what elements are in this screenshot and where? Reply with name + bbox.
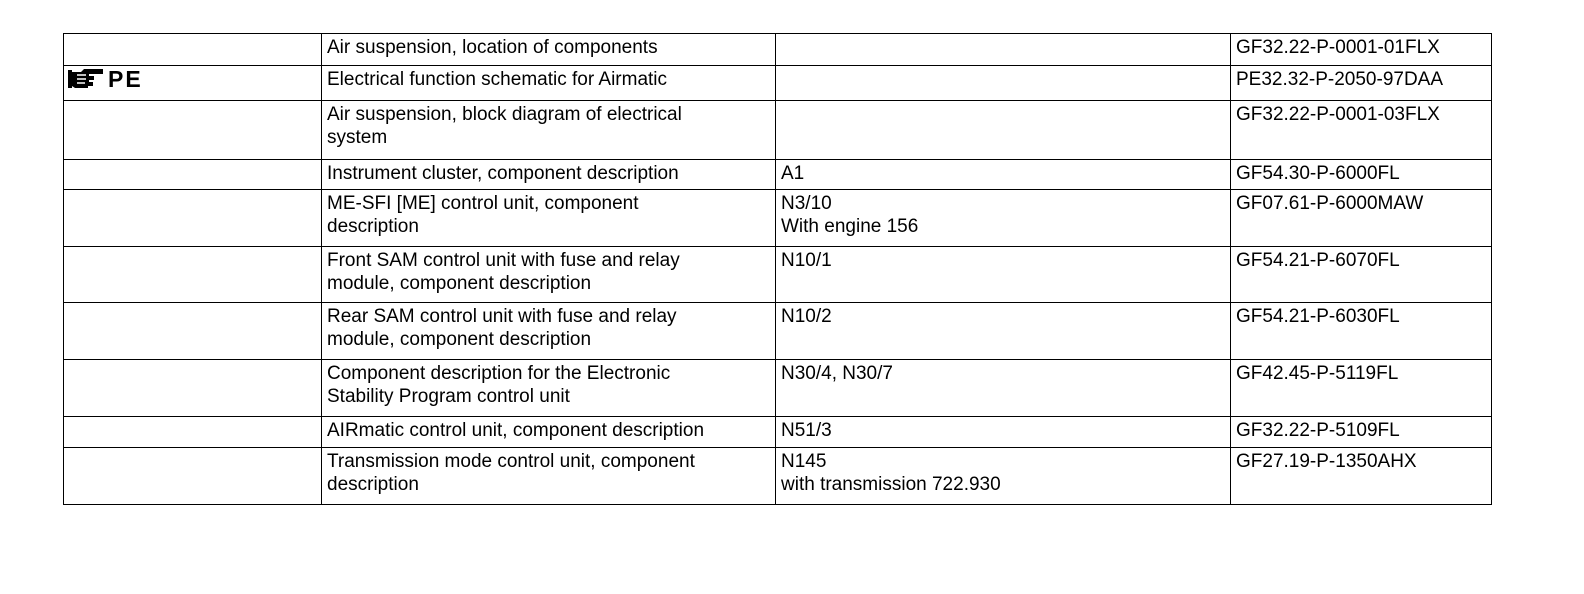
document-cell	[1231, 66, 1492, 101]
description-text: Rear SAM control unit with fuse and relay	[327, 306, 677, 327]
description-text: Instrument cluster, component description	[327, 163, 679, 184]
document-reference-link[interactable]: PE32.32-P-2050-97DAA	[1236, 69, 1444, 90]
description-text: module, component description	[327, 329, 592, 350]
description-text: AIRmatic control unit, component description	[327, 420, 705, 441]
designation-text: With engine 156	[781, 216, 919, 237]
table-row	[64, 160, 1492, 190]
description-text: Electrical function schematic for Airmatic	[327, 69, 668, 90]
designation-cell	[776, 360, 1231, 417]
description-cell	[322, 360, 776, 417]
document-reference-link[interactable]: GF42.45-P-5119FL	[1236, 363, 1399, 384]
description-text: ME-SFI [ME] control unit, component	[327, 193, 639, 214]
designation-cell	[776, 417, 1231, 448]
marker-cell	[64, 448, 322, 505]
designation-cell	[776, 160, 1231, 190]
document-cell	[1231, 303, 1492, 360]
reference-table-body	[64, 34, 1492, 505]
reference-table	[63, 33, 1492, 505]
description-cell	[322, 34, 776, 66]
table-row	[64, 101, 1492, 160]
designation-cell	[776, 303, 1231, 360]
marker-cell	[64, 34, 322, 66]
description-text: Component description for the Electronic	[327, 363, 671, 384]
description-text: Air suspension, location of components	[327, 37, 658, 58]
designation-text: N10/2	[781, 306, 832, 327]
designation-text: with transmission 722.930	[781, 474, 1001, 495]
marker-cell	[64, 66, 322, 101]
document-cell	[1231, 360, 1492, 417]
document-reference-link[interactable]: GF54.30-P-6000FL	[1236, 163, 1400, 184]
description-cell	[322, 417, 776, 448]
description-cell	[322, 101, 776, 160]
document-reference-link[interactable]: GF32.22-P-0001-01FLX	[1236, 37, 1440, 58]
designation-text: N51/3	[781, 420, 832, 441]
pe-reference-marker[interactable]	[67, 67, 143, 91]
marker-cell	[64, 360, 322, 417]
pe-marker-label: PE	[108, 65, 143, 92]
document-reference-link[interactable]: GF54.21-P-6030FL	[1236, 306, 1400, 327]
document-reference-link[interactable]: GF32.22-P-0001-03FLX	[1236, 104, 1440, 125]
document-cell	[1231, 417, 1492, 448]
marker-cell	[64, 417, 322, 448]
table-row	[64, 66, 1492, 101]
table-row	[64, 417, 1492, 448]
table-row	[64, 190, 1492, 247]
table-row	[64, 448, 1492, 505]
document-cell	[1231, 247, 1492, 303]
document-cell	[1231, 448, 1492, 505]
description-text: Stability Program control unit	[327, 386, 570, 407]
designation-cell	[776, 101, 1231, 160]
document-reference-link[interactable]: GF27.19-P-1350AHX	[1236, 451, 1417, 472]
description-text: module, component description	[327, 273, 592, 294]
table-row	[64, 247, 1492, 303]
description-text: description	[327, 216, 419, 237]
designation-cell	[776, 247, 1231, 303]
marker-cell	[64, 190, 322, 247]
description-cell	[322, 66, 776, 101]
description-cell	[322, 160, 776, 190]
table-row	[64, 303, 1492, 360]
designation-text: A1	[781, 163, 805, 184]
description-text: Front SAM control unit with fuse and relay	[327, 250, 680, 271]
designation-cell	[776, 448, 1231, 505]
pointing-hand-icon	[67, 67, 105, 91]
document-cell	[1231, 190, 1492, 247]
description-text: system	[327, 127, 388, 148]
marker-cell	[64, 303, 322, 360]
designation-text: N30/4, N30/7	[781, 363, 893, 384]
document-cell	[1231, 160, 1492, 190]
document-cell	[1231, 34, 1492, 66]
description-cell	[322, 190, 776, 247]
document-reference-link[interactable]: GF32.22-P-5109FL	[1236, 420, 1400, 441]
designation-text: N10/1	[781, 250, 832, 271]
designation-text: N3/10	[781, 193, 832, 214]
description-cell	[322, 448, 776, 505]
document-reference-link[interactable]: GF07.61-P-6000MAW	[1236, 193, 1424, 214]
designation-cell	[776, 190, 1231, 247]
marker-cell	[64, 160, 322, 190]
document-reference-link[interactable]: GF54.21-P-6070FL	[1236, 250, 1400, 271]
table-row	[64, 360, 1492, 417]
designation-cell	[776, 66, 1231, 101]
marker-cell	[64, 101, 322, 160]
table-row	[64, 34, 1492, 66]
description-text: description	[327, 474, 419, 495]
description-cell	[322, 303, 776, 360]
description-text: Transmission mode control unit, component	[327, 451, 695, 472]
description-cell	[322, 247, 776, 303]
document-cell	[1231, 101, 1492, 160]
designation-text: N145	[781, 451, 827, 472]
marker-cell	[64, 247, 322, 303]
description-text: Air suspension, block diagram of electrical	[327, 104, 682, 125]
designation-cell	[776, 34, 1231, 66]
